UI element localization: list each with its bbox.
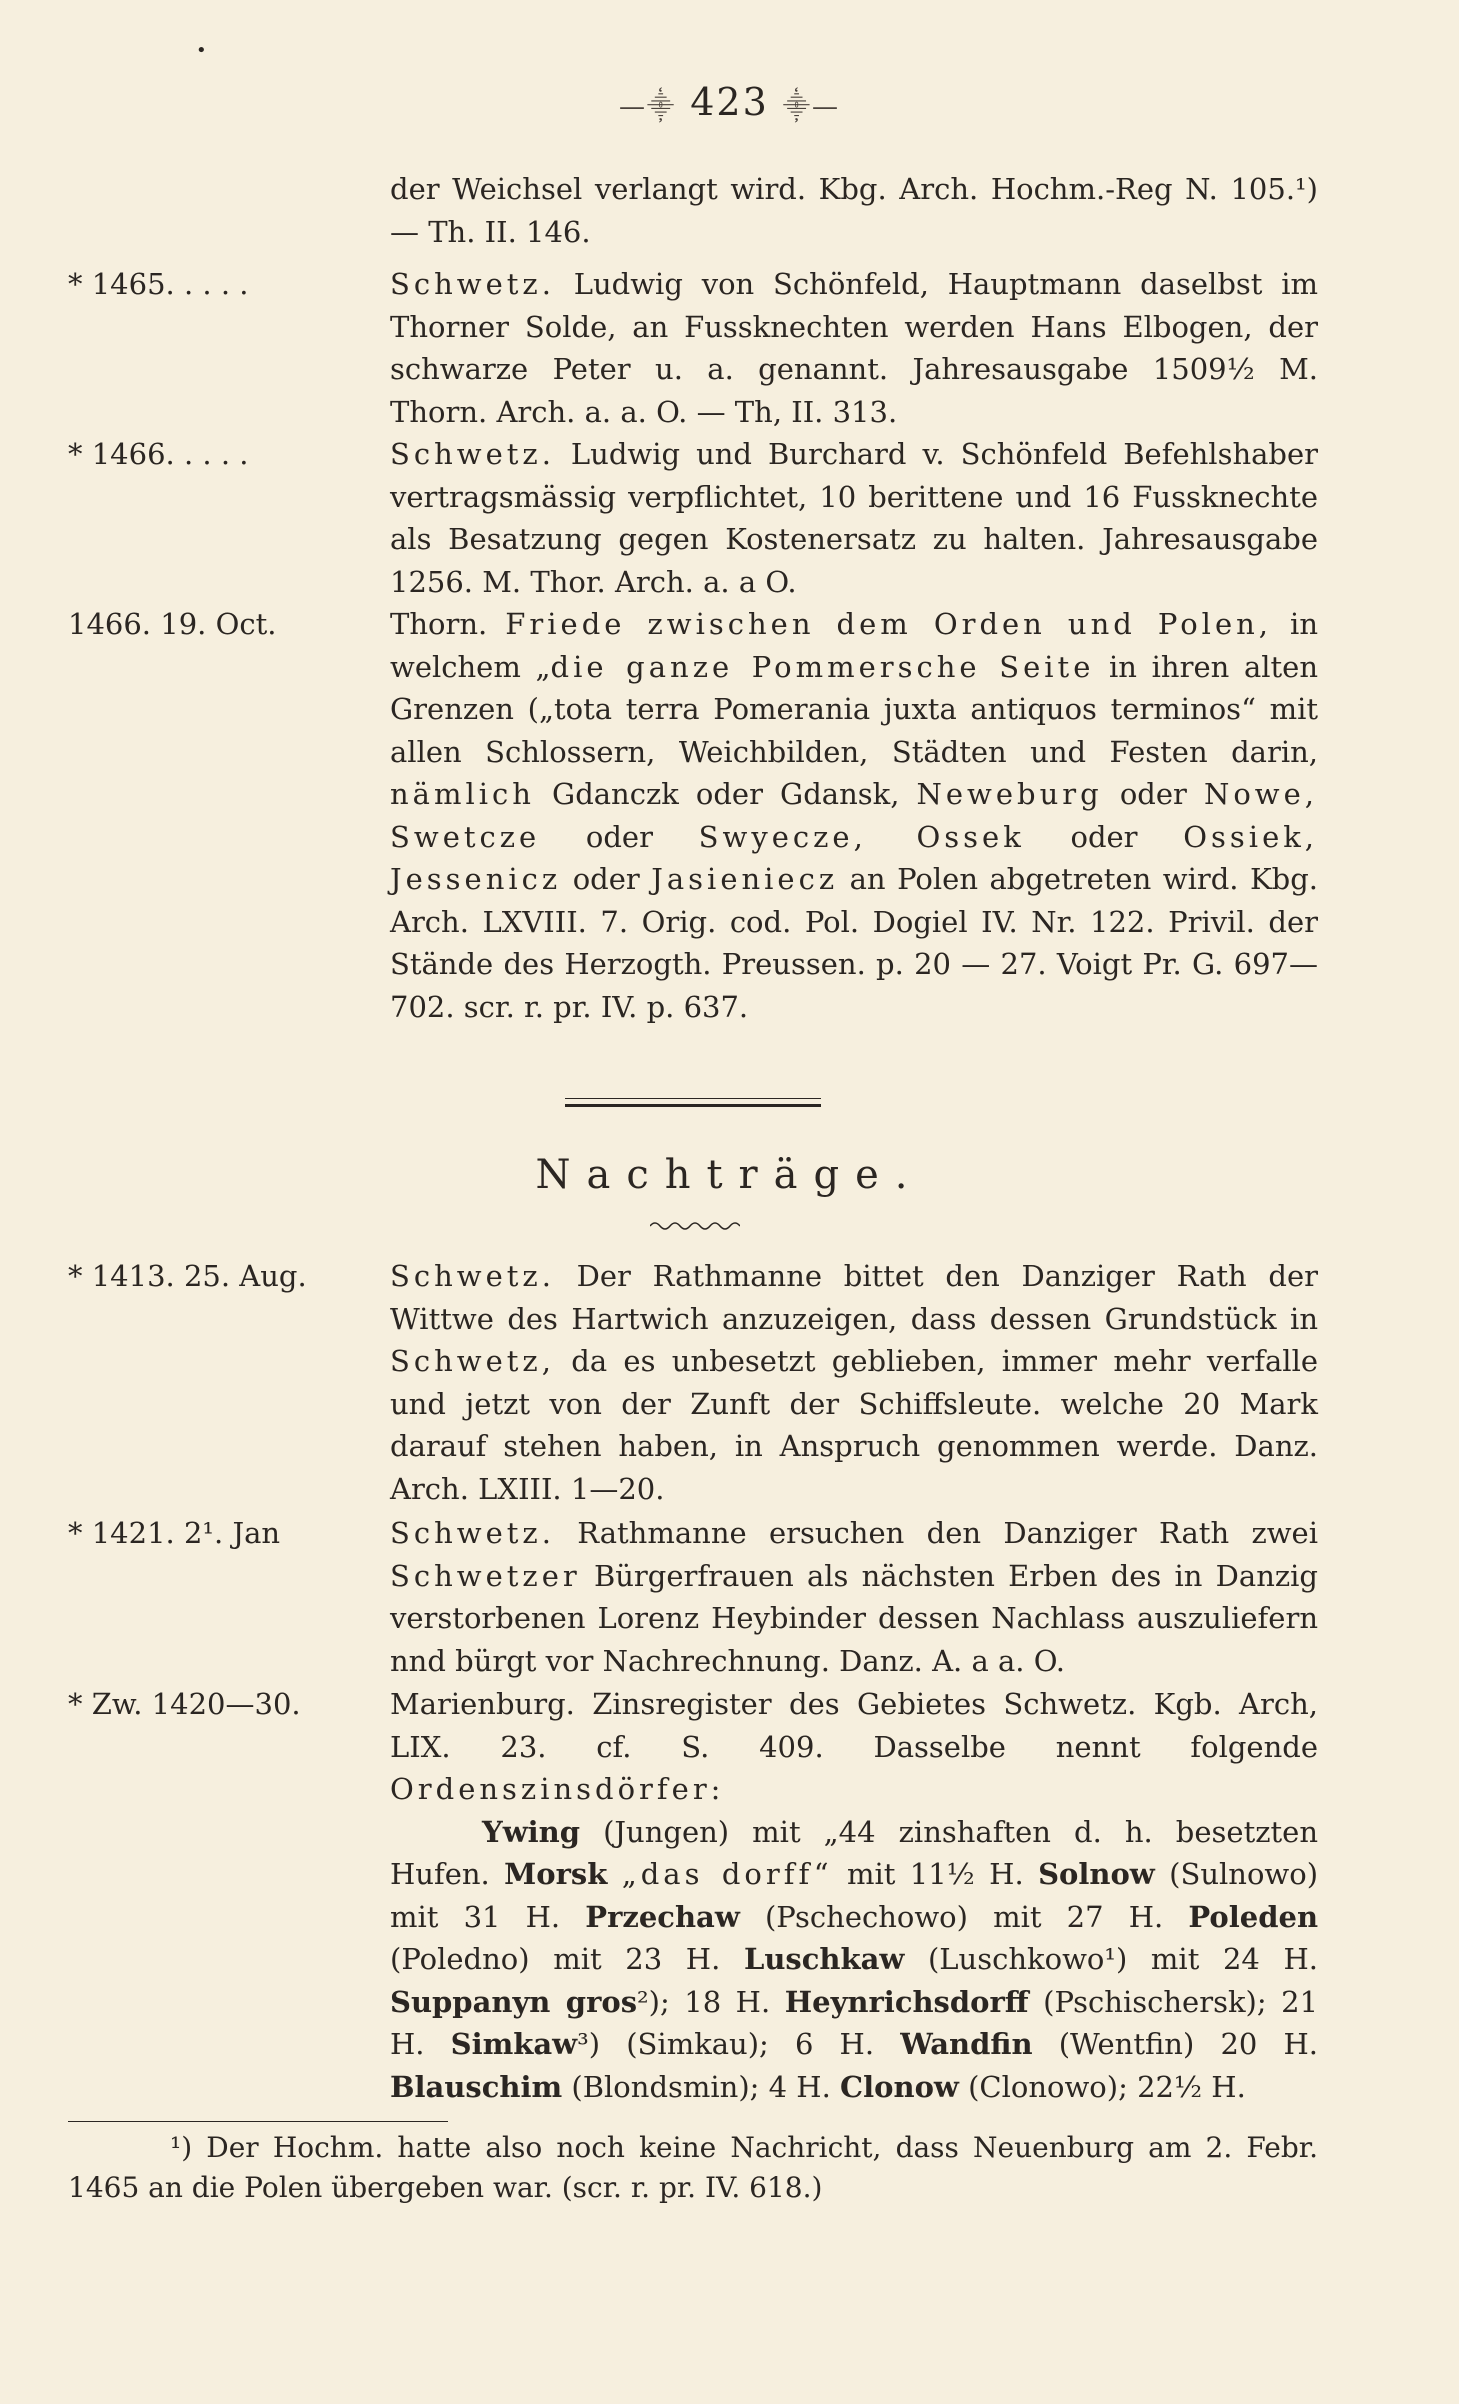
entry-body: oder [1070, 819, 1138, 854]
entry-date: * 1465. . . . . [68, 267, 249, 301]
spaced-text: die ganze Pommersche Seite [550, 649, 1095, 684]
footnote-rule [68, 2121, 448, 2122]
entry-text [390, 1683, 1318, 2108]
village-name: Luschkaw [743, 1942, 905, 1976]
right-ornament: ⸎— [782, 92, 840, 122]
entry-text: der Weichsel verlangt wird. Kbg. Arch. Hochm.-Reg N. 105.¹) — Th. II. 146. [390, 172, 1318, 249]
entry-body: oder [1119, 777, 1187, 811]
section-divider-thick [565, 1104, 821, 1107]
village-detail: (Sulnowo) mit 31 H. [390, 1857, 1319, 1934]
entry-body: Gdanczk oder Gdansk, [552, 777, 900, 811]
entry-text [390, 1255, 1318, 1510]
spaced-text: Neweburg [916, 777, 1103, 811]
village-name: Heynrichsdorff [784, 1984, 1029, 2019]
entry-body: in welchem „ [390, 607, 1318, 684]
section-title: Nachträge. [535, 1152, 924, 1198]
village-detail: (Pschischersk); 21 H. [390, 1984, 1319, 2061]
entry-body: Rathmanne ersuchen den Danziger Rath zwei [577, 1516, 1318, 1550]
entry-place: Marienburg. [390, 1687, 575, 1721]
entry-body: in ihren alten Grenzen („tota terra Pomerania juxta antiquos terminos“ mit allen Schlossern, Weichbilden, Städten und Festen darin, [390, 649, 1319, 769]
spaced-text: Schwetz, [390, 1344, 555, 1378]
entry-body: Zinsregister des Gebietes Schwetz. Kgb. Arch, LIX. 23. cf. S. 409. Dasselbe nennt folgende [390, 1687, 1319, 1764]
spaced-text: Nowe, Swetcze [390, 777, 1319, 854]
spaced-text: Friede zwischen dem Orden und Polen, [505, 607, 1272, 641]
village-detail: (Luschkowo¹) mit 24 H. [927, 1942, 1319, 1976]
left-ornament: —⸎ [619, 92, 677, 122]
entry-text [390, 603, 1318, 1028]
entry-text [390, 263, 1318, 433]
village-detail: (Jungen) mit „44 zinshaften d. h. besetzten Hufen. [390, 1814, 1318, 1891]
entry-place: Schwetz. [390, 267, 555, 301]
footnote: ¹) Der Hochm. hatte also noch keine Nachricht, dass Neuenburg am 2. Febr. 1465 an die Polen übergeben war. (scr. r. pr. IV. 618.) [68, 2131, 1318, 2204]
village-name: Clonow [840, 2069, 959, 2104]
village-detail: ³) (Simkau); 6 H. [577, 2027, 875, 2061]
entry-place: Thorn. [390, 607, 488, 641]
spaced-text: Swyecze, Ossek [698, 819, 1025, 854]
village-detail: „das dorff“ [621, 1857, 833, 1891]
entry-date: * 1413. 25. Aug. [68, 1259, 307, 1293]
entry-date: * 1466. . . . . [68, 437, 249, 471]
entry-body: oder [585, 819, 653, 854]
entry-date: 1466. 19. Oct. [68, 607, 277, 641]
spaced-text: nämlich [390, 777, 535, 811]
village-detail: (Pschechowo) mit 27 H. [764, 1899, 1164, 1934]
village-name: Morsk [504, 1857, 608, 1891]
village-detail: (Poledno) mit 23 H. [390, 1942, 721, 1976]
village-name: Blauschim [390, 2069, 563, 2104]
village-name: Simkaw [450, 2027, 578, 2061]
entry-body: Bürgerfrauen als nächsten Erben des in Danzig verstorbenen Lorenz Heybinder dessen Nachlass auszuliefern nnd bürgt vor Nachrechnung. Danz. A. a a. O. [390, 1558, 1318, 1678]
village-name: Poleden [1188, 1899, 1319, 1934]
village-name: Wandfin [900, 2027, 1033, 2061]
spaced-text: Ordenszinsdörfer: [390, 1772, 725, 1806]
entry-body: oder [572, 862, 640, 896]
entry-place: Schwetz. [390, 1259, 555, 1293]
entry-place: Schwetz. [390, 1516, 555, 1550]
village-detail: (Blondsmin); 4 H. [571, 2069, 831, 2104]
village-name: Ywing [482, 1814, 581, 1849]
entry-body: da es unbesetzt geblieben, immer mehr verfalle und jetzt von der Zunft der Schiffsleute. welche 20 Mark darauf stehen haben, in Anspruch genommen werde. Danz. Arch. LXIII. 1—20. [390, 1344, 1319, 1506]
entry-date: * Zw. 1420—30. [68, 1687, 301, 1721]
village-name: Przechaw [585, 1899, 740, 1934]
entry-body: Ludwig von Schönfeld, Hauptmann daselbst im Thorner Solde, an Fussknechten werden Hans Elbogen, der schwarze Peter u. a. genannt. Jahresausgabe 1509½ M. Thorn. Arch. a. a. O. — Th, II. 313. [390, 267, 1319, 429]
spaced-text: Jasieniecz [651, 862, 839, 896]
village-name: Suppanyn gros [390, 1984, 638, 2019]
village-detail: (Clonowo); 22½ H. [968, 2069, 1246, 2104]
entry-date: * 1421. 2¹. Jan [68, 1516, 281, 1550]
entry-text [390, 433, 1318, 603]
page-header [0, 80, 1459, 124]
village-detail: ²); 18 H. [637, 1984, 771, 2019]
entry-place: Schwetz. [390, 437, 555, 471]
section-divider-thin [565, 1098, 821, 1099]
speck: • [196, 40, 207, 61]
village-detail: (Wentfin) 20 H. [1058, 2027, 1318, 2061]
village-list [390, 1811, 1318, 2109]
spaced-text: Ossiek, Jessenicz [390, 819, 1319, 896]
wavy-ornament [650, 1220, 740, 1232]
village-detail: mit 11½ H. [846, 1857, 1024, 1891]
page-number: 423 [690, 80, 769, 124]
spaced-text: Schwetzer [390, 1558, 581, 1593]
entry-body: Ludwig und Burchard v. Schönfeld Befehlshaber vertragsmässig verpflichtet, 10 berittene und 16 Fussknechte als Besatzung gegen Kostenersatz zu halten. Jahresausgabe 1256. M. Thor. Arch. a. a O. [390, 437, 1319, 599]
village-name: Solnow [1038, 1857, 1155, 1891]
entry-text [390, 1512, 1318, 1682]
entry-body: an Polen abgetreten wird. Kbg. Arch. LXVIII. 7. Orig. cod. Pol. Dogiel IV. Nr. 122. Privil. der Stände des Herzogth. Preussen. p. 20 — 27. Voigt Pr. G. 697—702. scr. r. pr. IV. p. 637. [390, 862, 1318, 1024]
entry-body: Der Rathmanne bittet den Danziger Rath der Wittwe des Hartwich anzuzeigen, dass dessen Grundstück in [390, 1259, 1319, 1336]
